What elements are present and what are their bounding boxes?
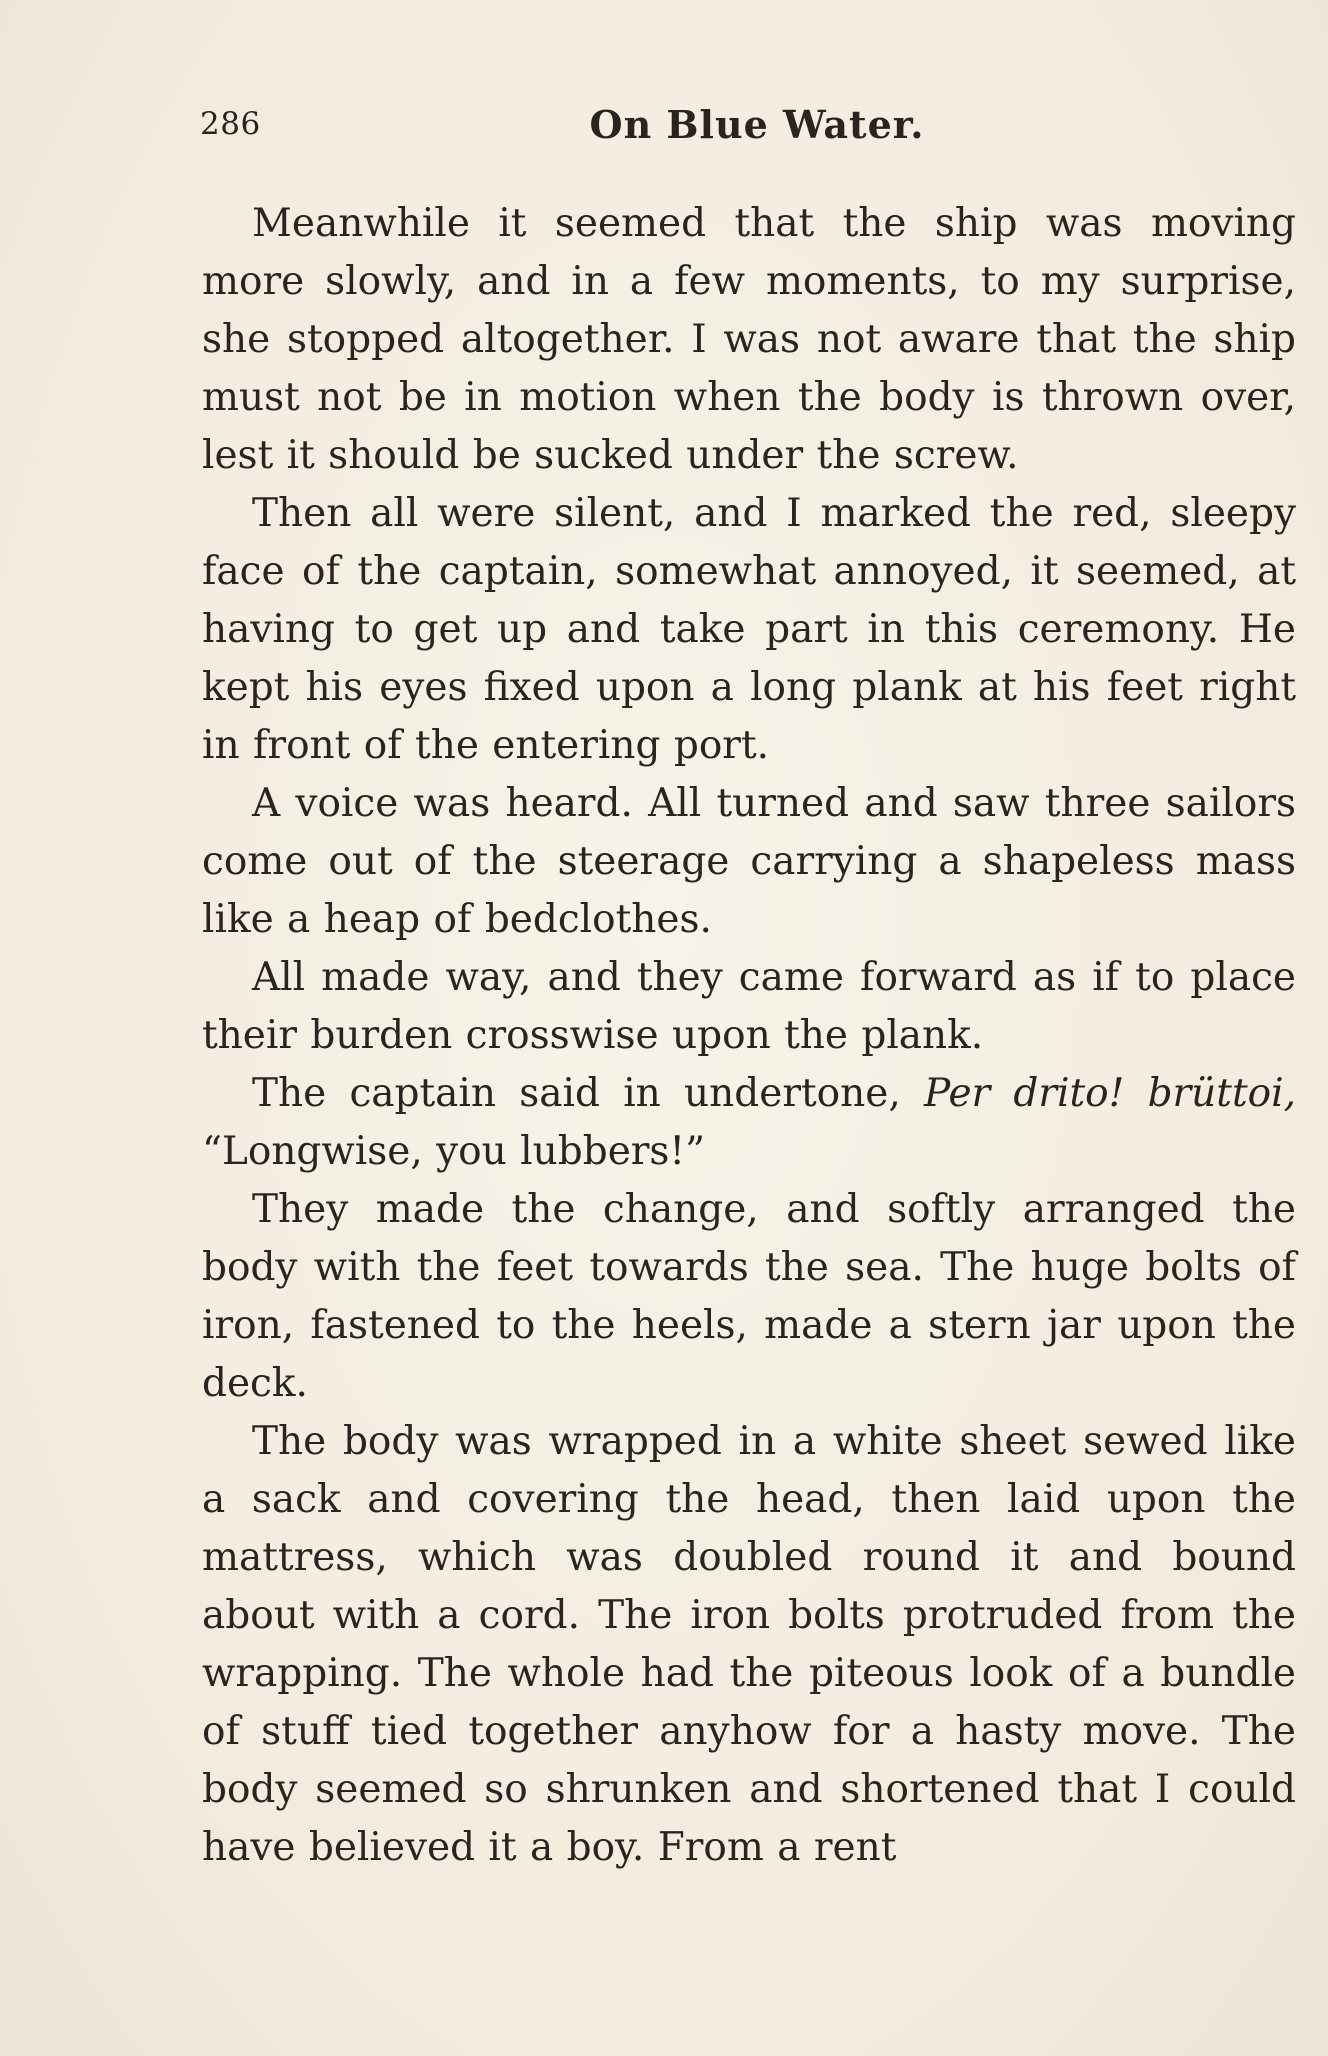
body-text (202, 195, 1296, 1877)
paragraph-4: All made way, and they came forward as if to place their burden crosswise upon the plank. (202, 955, 1296, 1058)
page-number: 286 (200, 106, 261, 142)
running-title: On Blue Water. (589, 102, 925, 147)
paragraph-5-lead: The captain said in undertone, (252, 1071, 924, 1116)
paragraph-5 (202, 1065, 1296, 1181)
paragraph-1: Meanwhile it seemed that the ship was moving more slowly, and in a few moments, to my surprise, she stopped altogether. I was not aware that the ship must not be in motion when the body is thrown over, lest it should be sucked under the screw. (202, 201, 1296, 478)
paragraph-7: The body was wrapped in a white sheet sewed like a sack and covering the head, then laid upon the mattress, which was doubled round it and bound about with a cord. The iron bolts protruded from the wrapping. The whole had the piteous look of a bundle of stuff tied together anyhow for a hasty move. The body seemed so shrunken and shortened that I could have believed it a boy. From a rent (202, 1419, 1296, 1870)
paragraph-3: A voice was heard. All turned and saw three sailors come out of the steerage carrying a shapeless mass like a heap of bedclothes. (202, 781, 1296, 942)
paragraph-2: Then all were silent, and I marked the red, sleepy face of the captain, somewhat annoyed, it seemed, at having to get up and take part in this ceremony. He kept his eyes fixed upon a long plank at his feet right in front of the entering port. (202, 491, 1296, 768)
paragraph-6: They made the change, and softly arranged the body with the feet towards the sea. The huge bolts of iron, fastened to the heels, made a stern jar upon the deck. (202, 1187, 1296, 1406)
running-head (200, 102, 1294, 154)
paragraph-5-quote: “Longwise, you lubbers!” (202, 1129, 706, 1174)
italic-phrase: Per drito! brüttoi, (923, 1071, 1296, 1116)
